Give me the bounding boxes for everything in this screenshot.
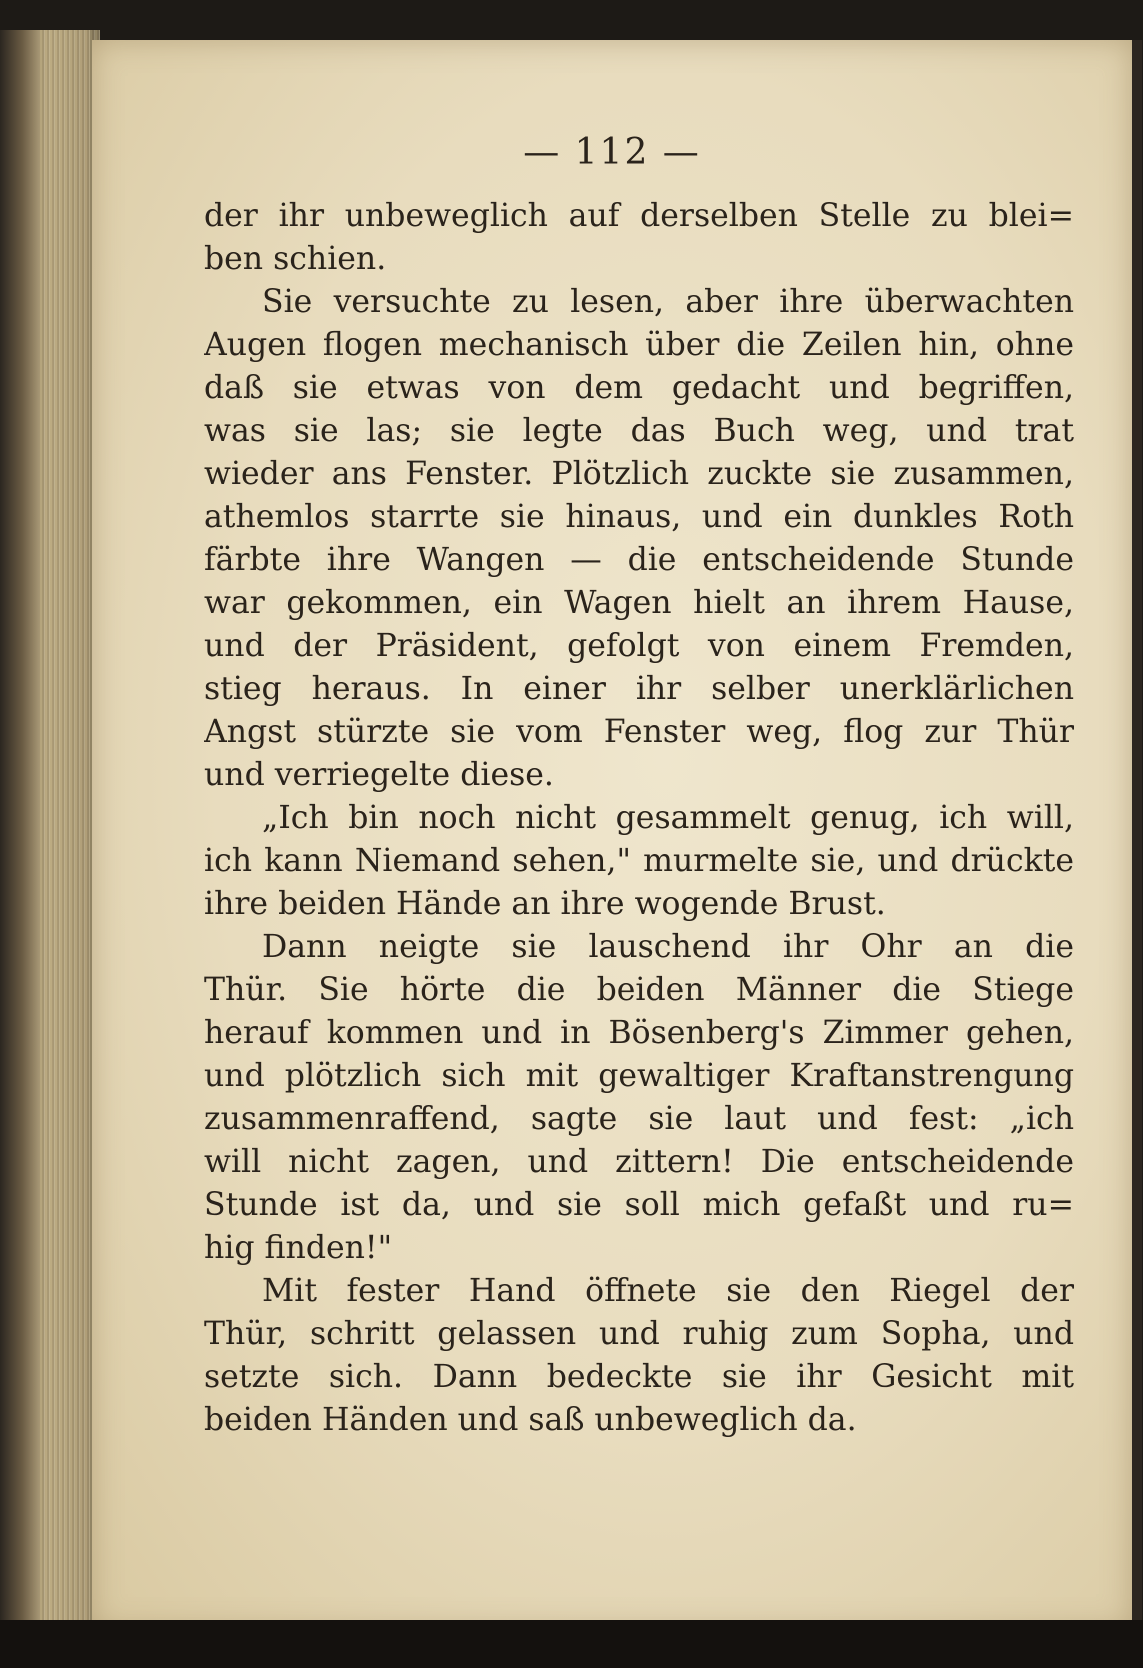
text-line: und der Präsident, gefolgt von einem Fremden,	[204, 628, 1074, 664]
text-line: daß sie etwas von dem gedacht und begriffen,	[204, 370, 1074, 406]
text-line: wieder ans Fenster. Plötzlich zuckte sie zusammen,	[204, 456, 1074, 492]
scan-bottom-border	[0, 1620, 1143, 1668]
scan-top-border	[0, 0, 1143, 40]
text-line: beiden Händen und saß unbeweglich da.	[204, 1402, 857, 1438]
text-line: Thür. Sie hörte die beiden Männer die Stiege	[204, 972, 1074, 1008]
page-number: — 112 —	[523, 132, 701, 173]
text-line: Sie versuchte zu lesen, aber ihre überwachten	[262, 284, 1074, 320]
text-line: ihre beiden Hände an ihre wogende Brust.	[204, 886, 886, 922]
text-line: und verriegelte diese.	[204, 757, 554, 793]
text-line: der ihr unbeweglich auf derselben Stelle zu blei=	[204, 198, 1074, 234]
text-line: stieg heraus. In einer ihr selber unerklärlichen	[204, 671, 1074, 707]
text-line: Dann neigte sie lauschend ihr Ohr an die	[262, 929, 1074, 965]
text-line: färbte ihre Wangen — die entscheidende Stunde	[204, 542, 1074, 578]
text-line: Mit fester Hand öffnete sie den Riegel der	[262, 1273, 1074, 1309]
text-line: Angst stürzte sie vom Fenster weg, flog zur Thür	[204, 714, 1074, 750]
text-line: setzte sich. Dann bedeckte sie ihr Gesicht mit	[204, 1359, 1074, 1395]
text-line: ich kann Niemand sehen," murmelte sie, und drückte	[204, 843, 1074, 879]
text-line: will nicht zagen, und zittern! Die entscheidende	[204, 1144, 1074, 1180]
text-line: und plötzlich sich mit gewaltiger Kraftanstrengung	[204, 1058, 1074, 1094]
text-line: war gekommen, ein Wagen hielt an ihrem Hause,	[204, 585, 1074, 621]
text-line: Augen flogen mechanisch über die Zeilen hin, ohne	[204, 327, 1074, 363]
text-line: hig finden!"	[204, 1230, 393, 1266]
text-line: ben schien.	[204, 241, 387, 277]
book-page	[92, 40, 1142, 1630]
text-line: athemlos starrte sie hinaus, und ein dunkles Roth	[204, 499, 1074, 535]
text-line: Thür, schritt gelassen und ruhig zum Sopha, und	[204, 1316, 1074, 1352]
text-line: herauf kommen und in Bösenberg's Zimmer gehen,	[204, 1015, 1074, 1051]
page-edges	[40, 30, 100, 1635]
text-line: zusammenraffend, sagte sie laut und fest: „ich	[204, 1101, 1074, 1137]
text-line: was sie las; sie legte das Buch weg, und trat	[204, 413, 1074, 449]
body-text	[204, 195, 1074, 1442]
text-line: „Ich bin noch nicht gesammelt genug, ich will,	[262, 800, 1074, 836]
text-line: Stunde ist da, und sie soll mich gefaßt und ru=	[204, 1187, 1074, 1223]
